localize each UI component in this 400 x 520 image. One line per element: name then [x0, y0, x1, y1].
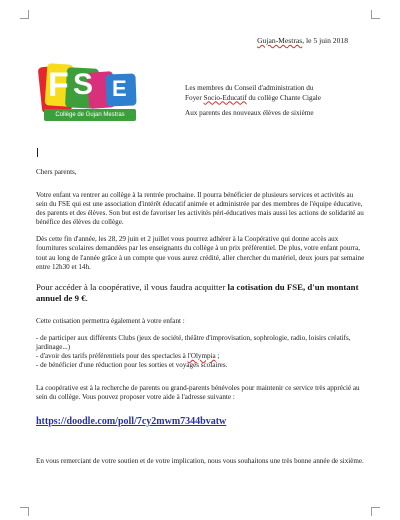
logo-letter-f: F — [48, 66, 69, 104]
text-cursor — [37, 148, 38, 157]
date-place: Gujan-Mestras — [257, 36, 303, 45]
recipient-block — [185, 84, 365, 119]
date-line — [257, 36, 348, 45]
greeting: Chers parents, — [36, 168, 77, 176]
logo-subtitle: Collège de Gujan Mestras — [44, 109, 136, 121]
paragraph-cooperative: Dès cette fin d'année, les 28, 29 juin et 2 juillet vous pourrez adhérer à la Coopérative qui donne accès aux fournitures scolaires demandées par les enseignants du collège à un prix préférentiel. De plus, votre enfant pourra, tout au long de l'année grâce à un compte que vous aurez crédité, aller chercher du matériel, deux jours par semaine entre 12h30 et 14h. — [36, 235, 365, 271]
sender-line-1: Les membres du Conseil d'administration du — [185, 84, 314, 92]
benefits-list — [36, 334, 366, 370]
paragraph-volunteers: La coopérative est à la recherche de parents ou grand-parents bénévoles pour maintenir ce service très apprécié au sein du collège. Vous pouvez proposer votre aide à l'adresse suivante : — [36, 383, 360, 402]
logo-letter-e: E — [112, 76, 127, 101]
doodle-link[interactable]: https://doodle.com/poll/7cy2mwm7344bvatw — [36, 416, 227, 428]
link-line — [36, 416, 366, 429]
list-item: - d'avoir des tarifs préférentiels pour des spectacles à l'Olympia ; — [36, 351, 220, 360]
list-item: - de bénéficier d'une réduction pour les sorties et voyages scolaires. — [36, 360, 228, 369]
list-item: - de participer aux différents Clubs (jeux de société, théâtre d'improvisation, sophrologie, radio, loisirs créatifs, jardinage...) — [36, 333, 351, 351]
page-corner-mark — [371, 507, 380, 516]
recipient-line: Aux parents des nouveaux élèves de sixième — [185, 109, 314, 117]
page-corner-mark — [20, 507, 29, 516]
sender-line-2: Foyer Socio-Educatif du collège Chante Cigale — [185, 93, 321, 102]
paragraph-cotisation: Pour accéder à la coopérative, il vous faudra acquitter la cotisation du FSE, d'un montant annuel de 9 €. — [36, 281, 359, 304]
paragraph-benefits: Cette cotisation permettra également à votre enfant : — [36, 316, 185, 325]
logo-letter-s: S — [73, 68, 94, 101]
date-text: , le 5 juin 2018 — [302, 36, 348, 45]
letter-body — [36, 168, 366, 466]
paragraph-intro: Votre enfant va rentrer au collège à la rentrée prochaine. Il pourra bénéficier de plusieurs services et activités au sein du FSE qui est une association d'intérêt éducatif animée et administrée par des membres de l'équipe éducative, des parents et des élèves. Son but est de favoriser les activités péri-éducatives mais aussi les actions de solidarité au bénéfice des élèves du collège. — [36, 191, 364, 227]
closing-paragraph: En vous remerciant de votre soutien et de votre implication, nous vous souhaitons une très bonne année de sixième. — [36, 456, 364, 465]
fse-logo — [40, 62, 138, 126]
page-corner-mark — [371, 10, 380, 19]
page-corner-mark — [20, 10, 29, 19]
